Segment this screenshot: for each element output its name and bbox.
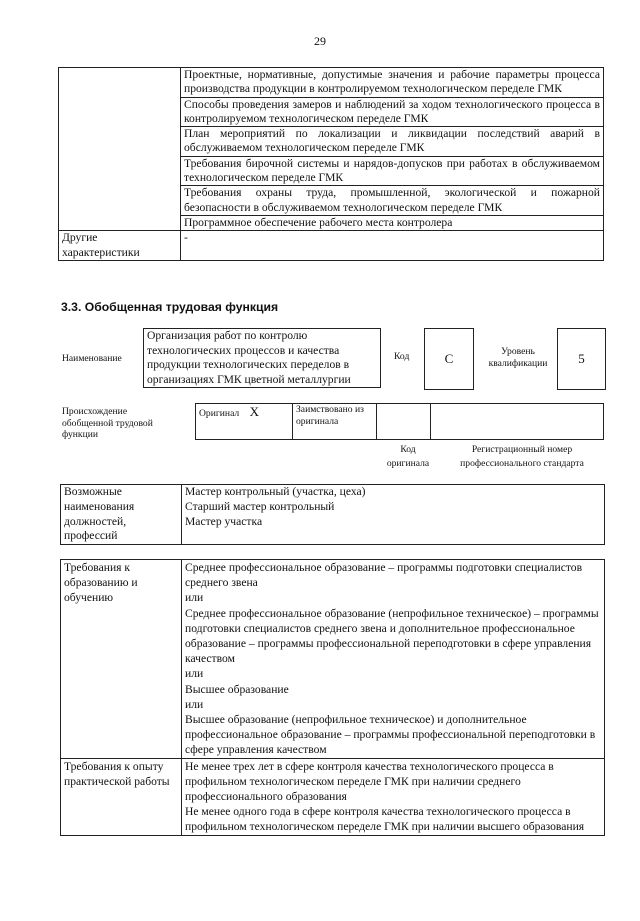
knowledge-item: Требования охраны труда, промышленной, экологической и пожарной безопасности в обслуживаемом технологическом переделе ГМК (181, 186, 604, 216)
code-value: C (424, 328, 474, 390)
positions-list (182, 485, 605, 545)
origin-label: Происхождение обобщенной трудовой функции (62, 406, 153, 441)
list-item: Мастер участка (185, 514, 263, 528)
original-cell (196, 404, 293, 440)
borrowed-label: Заимствовано из оригинала (293, 404, 377, 440)
requirements-table (60, 559, 605, 836)
regnum-caption: Регистрационный номер профессионального стандарта (460, 444, 584, 469)
list-item: или (185, 697, 204, 711)
table-row (59, 68, 604, 98)
list-item: или (185, 667, 204, 681)
code-original-caption: Код оригинала (386, 444, 430, 469)
education-requirements (182, 560, 605, 759)
table-row (61, 758, 605, 835)
function-name-box: Организация работ по контролю технологических процессов и качества продукции технологических переделов в организациях ГМК цветной металлургии (143, 328, 381, 388)
origin-table (195, 403, 604, 440)
name-label: Наименование (62, 353, 122, 364)
list-item: Не менее трех лет в сфере контроля качества технологического процесса в профильном технологическом переделе ГМК при наличии среднего профессионального образования (185, 759, 554, 804)
list-item: Высшее образование (185, 682, 289, 696)
list-item: Мастер контрольный (участка, цеха) (185, 485, 366, 498)
original-label: Оригинал (199, 408, 240, 419)
table-row (61, 560, 605, 759)
list-item: Среднее профессиональное образование – программы подготовки специалистов среднего звена (185, 561, 583, 590)
knowledge-table (58, 67, 604, 261)
empty-label-cell (59, 68, 181, 231)
positions-table (60, 484, 605, 545)
positions-label: Возможные наименования должностей, профессий (61, 485, 182, 545)
knowledge-item: Способы проведения замеров и наблюдений за ходом технологического процесса в контролируемом технологическом переделе ГМК (181, 97, 604, 127)
list-item: Среднее профессиональное образование (непрофильное техническое) – программы подготовки специалистов среднего звена и дополнительное профессиональное образование – программы профессиональной переподготовки в сфере управления качеством (185, 606, 599, 666)
knowledge-item: Требования бирочной системы и нарядов-допусков при работах в обслуживаемом технологическом переделе ГМК (181, 156, 604, 186)
table-row (196, 404, 604, 440)
page-number: 29 (314, 34, 326, 48)
table-row (59, 231, 604, 261)
other-characteristics-label: Другие характеристики (59, 231, 181, 261)
list-item: Высшее образование (непрофильное техническое) и дополнительное профессиональное образование – программы профессиональной переподготовки в сфере управления качеством (185, 713, 596, 757)
list-item: или (185, 591, 204, 605)
experience-label: Требования к опыту практической работы (61, 758, 182, 835)
regnum-cell (431, 404, 604, 440)
level-value: 5 (557, 328, 606, 390)
original-code-cell (377, 404, 431, 440)
other-characteristics-value: - (181, 231, 604, 261)
spacer (185, 529, 601, 543)
section-title: 3.3. Обобщенная трудовая функция (61, 300, 279, 314)
education-label: Требования к образованию и обучению (61, 560, 182, 759)
code-label: Код (394, 351, 410, 362)
knowledge-item: Программное обеспечение рабочего места контролера (181, 215, 604, 230)
list-item: Не менее одного года в сфере контроля качества технологического процесса в профильном технологическом переделе ГМК при наличии высшего образования (185, 805, 585, 834)
level-label: Уровень квалификации (488, 346, 548, 369)
knowledge-item: План мероприятий по локализации и ликвидации последствий аварий в обслуживаемом технологическом переделе ГМК (181, 127, 604, 157)
knowledge-item: Проектные, нормативные, допустимые значения и рабочие параметры процесса производства продукции в контролируемом технологическом переделе ГМК (181, 68, 604, 98)
experience-requirements (182, 758, 605, 835)
list-item: Старший мастер контрольный (185, 499, 335, 513)
table-row (61, 485, 605, 545)
original-mark: X (249, 404, 259, 419)
